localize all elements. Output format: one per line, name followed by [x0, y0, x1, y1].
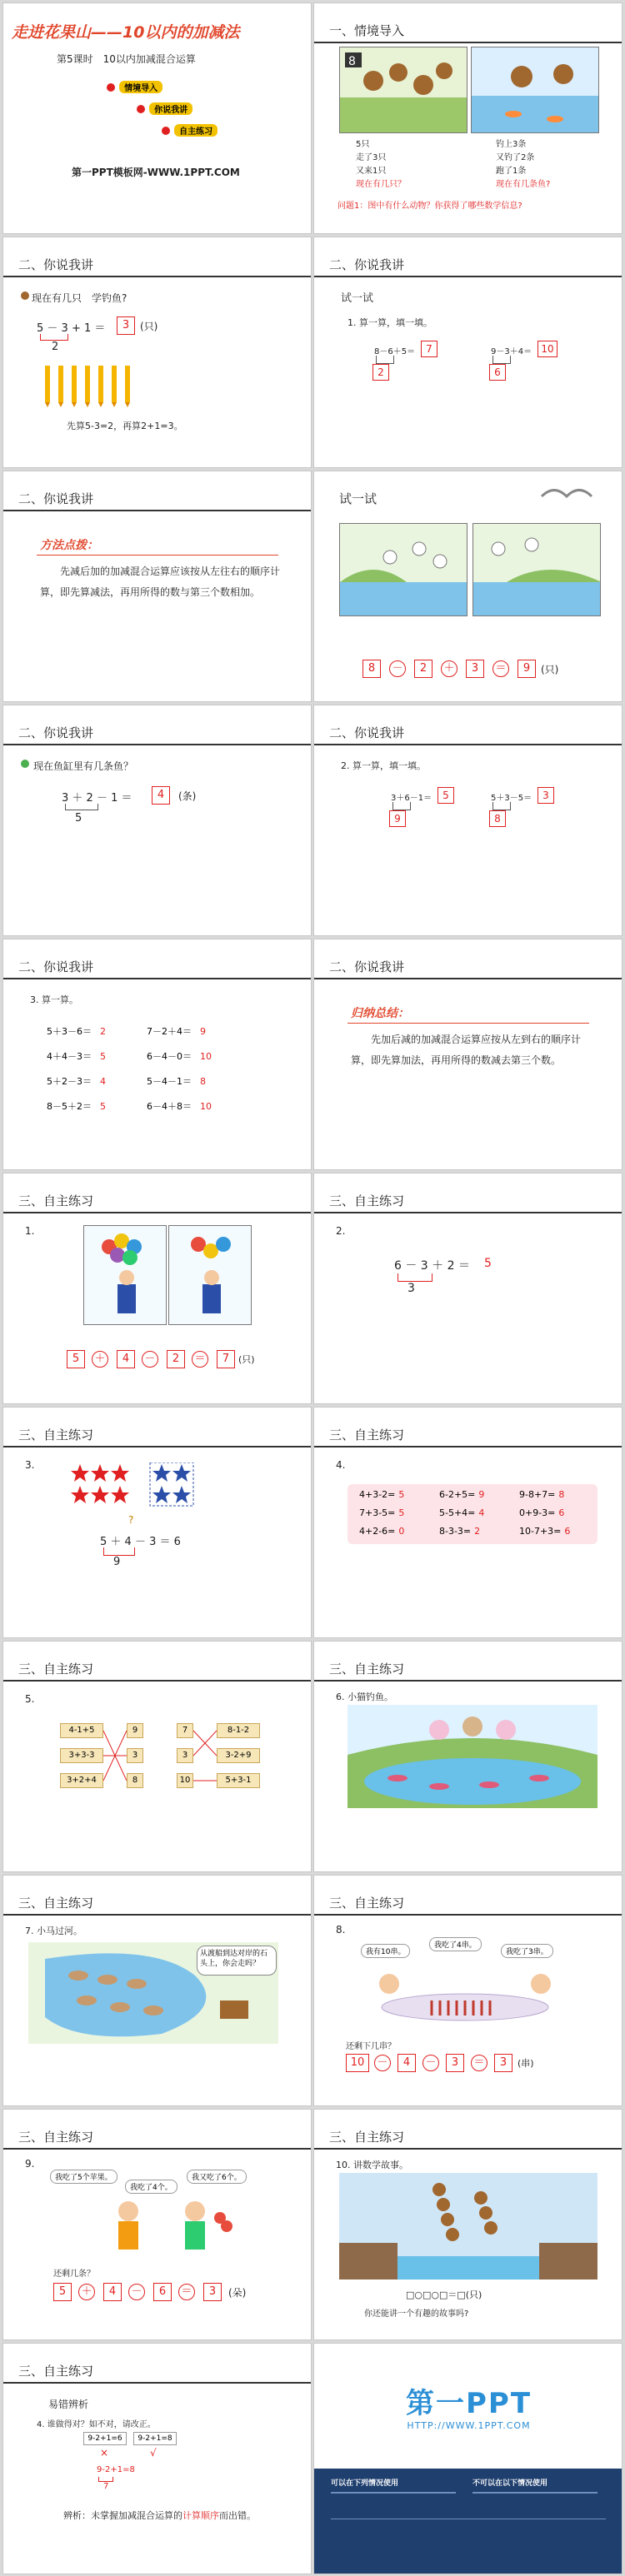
equation: 5 ＋ 4 － 3 ＝ 6 — [100, 1536, 181, 1548]
exercise-number: 3. — [25, 1459, 35, 1471]
number-box[interactable]: 2 — [167, 1350, 185, 1368]
info-line: 跑了1条 — [496, 167, 527, 176]
left-expression[interactable]: 4-1+5 — [60, 1723, 103, 1738]
kebab-table-icon — [352, 1959, 578, 2035]
exercise-number: 9. — [25, 2158, 35, 2170]
story-question: 你还能讲一个有趣的故事吗? — [364, 2309, 469, 2319]
slide-try-1[interactable] — [313, 237, 622, 468]
fishing-picture — [471, 47, 599, 133]
section-divider — [314, 276, 622, 277]
geese-scene-icon — [473, 524, 601, 616]
info-line: 走了3只 — [356, 153, 387, 162]
step-result: 3 — [408, 1282, 415, 1295]
monkey-icon — [20, 291, 30, 301]
geese-picture-2 — [472, 523, 601, 616]
operator-circle: ＝ — [192, 1351, 208, 1368]
number-box[interactable]: 6 — [153, 2283, 172, 2301]
compute-item: 4+2-6= 0 — [359, 1526, 405, 1537]
right-expression[interactable]: 8-1-2 — [217, 1723, 260, 1738]
student-answer-1: 9-2+1=6 — [83, 2432, 127, 2445]
slide-practice-1[interactable] — [2, 1173, 312, 1404]
match-lines — [193, 1723, 217, 1790]
step-bracket — [492, 356, 511, 364]
compute-item: 7+3-5= 5 — [359, 1507, 405, 1518]
section-title: 二、你说我讲 — [329, 725, 405, 740]
section-divider — [314, 42, 622, 43]
compute-item: 8－5＋2＝ 5 — [47, 1101, 106, 1112]
geese-scene-icon — [340, 524, 468, 616]
answer-box[interactable]: 5 — [438, 787, 454, 804]
question-text: 2. 算一算，填一填。 — [341, 760, 426, 771]
number-box[interactable]: 3 — [494, 2054, 512, 2072]
section-divider — [314, 1914, 622, 1916]
section-divider — [314, 1212, 622, 1213]
tip-underline — [37, 555, 278, 556]
section-title: 三、自主练习 — [329, 1896, 405, 1911]
correction: 9-2+1=8 — [97, 2465, 135, 2474]
answer-box[interactable]: 4 — [152, 786, 170, 805]
cover-title: 走进花果山——10以内的加减法 — [12, 23, 240, 42]
compute-item: 4+3-2= 5 — [359, 1489, 405, 1500]
question-text: 10. 讲数学故事。 — [336, 2160, 408, 2170]
question-text: 问题1：图中有什么动物？你获得了哪些数学信息? — [338, 202, 522, 211]
slide-practice-3[interactable] — [2, 1407, 312, 1638]
compute-item: 5＋3－6＝ 2 — [47, 1026, 106, 1037]
operator-circle: ＝ — [492, 660, 509, 677]
answer-box[interactable]: 3 — [117, 316, 135, 335]
number-box[interactable]: 8 — [362, 660, 381, 678]
equation: 5＋3－5＝ — [491, 794, 532, 803]
section-title: 三、自主练习 — [329, 1662, 405, 1677]
section-title: 三、自主练习 — [18, 1193, 94, 1208]
fish-icon — [20, 759, 30, 769]
section-title: 二、你说我讲 — [18, 257, 94, 272]
cover-menu-item-2[interactable] — [137, 100, 192, 116]
section-title: 三、自主练习 — [18, 1428, 94, 1442]
compute-item: 6－4－0＝ 10 — [147, 1051, 212, 1062]
slide-try-2[interactable] — [313, 471, 622, 702]
cover-menu-label: 自主练习 — [174, 124, 218, 137]
slide-practice-7[interactable] — [2, 1875, 312, 2106]
tip-text: 先减后加的加减混合运算应该按从左往右的顺序计算，即先算减法，再用所得的数与第三个数相加。 — [40, 566, 281, 598]
compute-item: 6－4＋8＝ 10 — [147, 1101, 212, 1112]
step-result: 9 — [113, 1556, 121, 1568]
section-title: 二、你说我讲 — [329, 959, 405, 974]
number-box[interactable]: 4 — [117, 1350, 135, 1368]
unit-label: (只) — [238, 1354, 255, 1365]
answer-panel — [348, 1484, 598, 1544]
step-bracket — [376, 356, 394, 364]
operator-circle: ＋ — [92, 1351, 108, 1368]
section-divider — [314, 1680, 622, 1682]
section-divider — [3, 1446, 312, 1447]
section-divider — [3, 978, 312, 979]
cover-menu-item-1[interactable] — [107, 78, 162, 94]
slide-explain-2[interactable] — [2, 705, 312, 936]
operator-circle: ＝ — [178, 2284, 195, 2300]
question-text: 3. 算一算。 — [30, 994, 78, 1005]
bullet-icon — [107, 83, 115, 92]
wrong-mark: × — [100, 2447, 109, 2459]
tip-text: 先加后减的加减混合运算应按从左到右的顺序计算，即先算加法，再用所得的数减去第三个数。 — [351, 1034, 582, 1066]
section-title: 一、情境导入 — [329, 23, 405, 38]
operator-circle: － — [142, 1351, 158, 1368]
section-divider — [314, 1446, 622, 1447]
section-divider — [3, 1212, 312, 1213]
answer-box[interactable]: 7 — [421, 341, 438, 357]
balloon-boy-icon — [84, 1226, 167, 1325]
right-expression[interactable]: 5+3-1 — [217, 1773, 260, 1788]
compute-item: 8-3-3= 2 — [439, 1526, 481, 1537]
star-group-icon — [70, 1462, 203, 1512]
cover-footer: 第一PPT模板网-WWW.1PPT.COM — [72, 167, 240, 178]
info-line: 现在有几只？ — [356, 180, 406, 189]
number-box[interactable]: 7 — [217, 1350, 235, 1368]
left-number[interactable]: 9 — [127, 1723, 143, 1738]
question-text: 还剩下几串？ — [346, 2042, 396, 2051]
step-box[interactable]: 6 — [489, 364, 506, 381]
pencil-icon — [42, 362, 150, 409]
question-text: 现在鱼缸里有几条鱼？ — [33, 760, 134, 772]
unit-label: (串) — [518, 2058, 534, 2069]
girl-flowers-icon — [87, 2193, 237, 2260]
step-box[interactable]: 2 — [372, 364, 389, 381]
section-divider — [3, 2382, 312, 2384]
slide-explain-1[interactable] — [2, 237, 312, 468]
step-bracket — [65, 804, 98, 810]
left-number[interactable]: 8 — [127, 1773, 143, 1788]
operator-circle: ＝ — [471, 2055, 488, 2071]
slide-error-analysis[interactable] — [2, 2343, 312, 2574]
exercise-number: 4. — [336, 1459, 346, 1471]
slide-practice-5[interactable] — [2, 1641, 312, 1872]
balloon-boy-icon — [169, 1226, 252, 1325]
info-line: 又钓了2条 — [496, 153, 535, 162]
compute-item: 5－4－1＝ 8 — [147, 1076, 206, 1087]
info-line: 5只 — [356, 140, 370, 149]
tip-title: 方法点拨： — [40, 539, 98, 552]
section-title: 三、自主练习 — [329, 1193, 405, 1208]
monkey-picture — [339, 47, 468, 133]
divider — [331, 2492, 456, 2494]
cover-menu-label: 情境导入 — [119, 81, 162, 93]
number-box[interactable]: 3 — [466, 660, 484, 678]
equation: 8－6＋5＝ — [374, 347, 416, 356]
slide-method-tip[interactable] — [2, 471, 312, 702]
section-title: 三、自主练习 — [18, 2130, 94, 2145]
question-mark: ? — [128, 1514, 134, 1526]
compute-item: 10-7+3= 6 — [519, 1526, 571, 1537]
step-result: 7 — [103, 2482, 109, 2491]
section-title: 二、你说我讲 — [18, 725, 94, 740]
right-expression[interactable]: 3-2+9 — [217, 1748, 260, 1763]
tip-title: 归纳总结： — [351, 1007, 409, 1020]
slide-practice-10[interactable] — [313, 2109, 622, 2340]
link-list — [331, 2519, 606, 2560]
info-line: 钓上3条 — [496, 140, 527, 149]
section-title: 三、自主练习 — [18, 1896, 94, 1911]
step-bracket — [40, 334, 68, 341]
speech-bubble: 我又吃了6个。 — [187, 2170, 247, 2184]
speech-bubble: 我吃了4串。 — [429, 1937, 482, 1951]
step-result: 2 — [52, 341, 59, 353]
unit-label: (只) — [140, 321, 158, 332]
left-expression[interactable]: 3+3-3 — [60, 1748, 103, 1763]
equation: 3＋6－1＝ — [391, 794, 432, 803]
fishing-scene-icon — [472, 47, 599, 133]
answer-box[interactable]: 10 — [538, 341, 558, 357]
left-number[interactable]: 3 — [127, 1748, 143, 1763]
analysis-text: 辨析：未掌握加减混合运算的计算顺序而出错。 — [63, 2510, 256, 2521]
blank-equation[interactable]: □○□○□＝□(只) — [406, 2290, 482, 2300]
speech-bubble: 从渡船到达对岸的石头上，你会走吗？ — [197, 1946, 277, 1976]
number-box[interactable]: 4 — [103, 2283, 122, 2301]
speech-bubble: 我吃了3串。 — [501, 1944, 553, 1958]
slide-practice-4[interactable] — [313, 1407, 622, 1638]
match-lines — [103, 1723, 127, 1790]
pencil-row — [42, 362, 150, 409]
brand-logo: 第一PPT — [405, 2387, 532, 2420]
divider — [472, 2492, 598, 2494]
step-bracket — [392, 802, 411, 810]
right-number[interactable]: 3 — [177, 1748, 193, 1763]
step-result: 5 — [75, 812, 82, 825]
info-line: 又来1只 — [356, 167, 387, 176]
speech-bubble: 我有10串。 — [361, 1944, 410, 1958]
operator-circle: － — [374, 2055, 391, 2071]
operator-circle: － — [389, 660, 406, 677]
fish-info — [496, 138, 550, 192]
operator-circle: ＋ — [441, 660, 458, 677]
slide-brand[interactable] — [313, 2343, 622, 2574]
compute-item: 7－2＋4＝ 9 — [147, 1026, 206, 1037]
equation: 6 － 3 ＋ 2 ＝ — [394, 1259, 470, 1273]
exercise-number: 8. — [336, 1924, 346, 1936]
slide-try-3[interactable] — [313, 705, 622, 936]
compute-item: 4＋4－3＝ 5 — [47, 1051, 106, 1062]
number-box[interactable]: 3 — [446, 2054, 464, 2072]
right-number[interactable]: 7 — [177, 1723, 193, 1738]
monkey-scene-icon — [340, 47, 468, 133]
compute-item: 0+9-3= 6 — [519, 1507, 565, 1518]
compute-item: 5＋2－3＝ 4 — [47, 1076, 106, 1087]
cat-fishing-icon — [348, 1705, 598, 1808]
speech-bubble: 我吃了4个。 — [125, 2180, 178, 2194]
matching-area — [60, 1723, 268, 1798]
section-divider — [314, 2148, 622, 2150]
bullet-icon — [162, 127, 170, 135]
section-divider — [314, 744, 622, 745]
svg-text:8: 8 — [348, 55, 356, 68]
operator-circle: － — [422, 2055, 439, 2071]
section-title: 三、自主练习 — [329, 2130, 405, 2145]
section-divider — [314, 978, 622, 979]
info-line: 现在有几条鱼? — [496, 180, 551, 189]
answer-text: 5 — [484, 1257, 492, 1270]
unit-label: (朵) — [228, 2287, 247, 2299]
sub-title: 试一试 — [341, 292, 374, 305]
exercise-number: 2. — [336, 1225, 346, 1237]
slide-practice-2[interactable] — [313, 1173, 622, 1404]
note-text: 先算5-3=2，再算2+1=3。 — [67, 421, 183, 431]
number-box[interactable]: 2 — [414, 660, 432, 678]
number-box[interactable]: 5 — [67, 1350, 85, 1368]
question-text: 还剩几条？ — [53, 2270, 95, 2279]
step-box[interactable]: 9 — [389, 810, 406, 827]
question-text: 6. 小猫钓鱼。 — [336, 1692, 393, 1702]
slide-cover[interactable] — [2, 2, 312, 234]
unit-label: (条) — [178, 790, 197, 802]
slide-scenario[interactable] — [313, 2, 622, 234]
question-text: 现在有几只 学钓鱼? — [32, 292, 128, 304]
slide-practice-6[interactable] — [313, 1641, 622, 1872]
section-title: 二、你说我讲 — [18, 491, 94, 506]
section-divider — [3, 1680, 312, 1682]
compute-item: 6-2+5= 9 — [439, 1489, 485, 1500]
equation: 5 － 3 + 1 ＝ — [37, 322, 106, 335]
operator-circle: － — [128, 2284, 145, 2300]
balloon-picture-2 — [168, 1225, 252, 1325]
operator-circle: ＋ — [78, 2284, 95, 2300]
usage-title: 可以在下列情况使用 — [331, 2479, 399, 2488]
compute-item: 9-8+7= 8 — [519, 1489, 565, 1500]
compute-item: 5-5+4= 4 — [439, 1507, 485, 1518]
brand-url[interactable]: HTTP://WWW.1PPT.COM — [407, 2420, 531, 2431]
bullet-icon — [137, 105, 145, 113]
speech-bubble: 我吃了5个苹果。 — [50, 2170, 118, 2184]
left-expression[interactable]: 3+2+4 — [60, 1773, 103, 1788]
number-box[interactable]: 3 — [203, 2283, 222, 2301]
slide-compute[interactable] — [2, 939, 312, 1170]
question-text: 1. 算一算，填一填。 — [348, 317, 432, 328]
number-box[interactable]: 4 — [398, 2054, 416, 2072]
section-title: 三、自主练习 — [18, 1662, 94, 1677]
number-box[interactable]: 10 — [346, 2054, 369, 2072]
answer-box[interactable]: 3 — [538, 787, 554, 804]
section-title: 二、你说我讲 — [18, 959, 94, 974]
student-answer-2: 9-2+1=8 — [133, 2432, 177, 2445]
right-mark: √ — [150, 2447, 157, 2459]
monkey-info — [356, 138, 406, 192]
step-bracket — [103, 1547, 135, 1556]
cat-fishing-picture — [348, 1705, 598, 1808]
tip-underline — [348, 1023, 589, 1024]
balloon-picture-1 — [83, 1225, 167, 1325]
number-box[interactable]: 9 — [518, 660, 536, 678]
step-bracket — [398, 1273, 432, 1282]
bird-icon — [538, 480, 604, 513]
geese-picture-1 — [339, 523, 468, 616]
question-text: 7. 小马过河。 — [25, 1926, 82, 1936]
exercise-number: 1. — [25, 1225, 35, 1237]
section-divider — [3, 2148, 312, 2150]
restriction-title: 不可以在以下情况使用 — [472, 2479, 548, 2488]
cover-menu-label: 你说我讲 — [149, 102, 192, 115]
brand-footer — [314, 2469, 622, 2574]
monkey-chain-picture — [339, 2173, 598, 2280]
section-divider — [3, 744, 312, 745]
right-number[interactable]: 10 — [177, 1773, 193, 1788]
cover-menu-item-3[interactable] — [162, 122, 218, 137]
unit-label: (只) — [541, 664, 559, 675]
slide-practice-8[interactable] — [313, 1875, 622, 2106]
equation: 9－3＋4＝ — [491, 347, 532, 356]
section-divider — [3, 276, 312, 277]
sub-title: 易错辨析 — [48, 2399, 89, 2410]
slide-practice-9[interactable] — [2, 2109, 312, 2340]
section-divider — [3, 510, 312, 511]
section-title: 三、自主练习 — [18, 2364, 94, 2379]
section-title: 试一试 — [339, 491, 378, 506]
section-title: 三、自主练习 — [329, 1428, 405, 1442]
number-box[interactable]: 5 — [53, 2283, 72, 2301]
step-bracket — [492, 802, 511, 810]
section-title: 二、你说我讲 — [329, 257, 405, 272]
exercise-number: 5. — [25, 1693, 35, 1705]
equation: 3 ＋ 2 － 1 ＝ — [62, 792, 132, 805]
cover-subtitle: 第5课时 10以内加减混合运算 — [57, 53, 196, 65]
step-box[interactable]: 8 — [489, 810, 506, 827]
question-text: 4. 谁做得对？如不对，请改正。 — [37, 2420, 156, 2429]
section-divider — [3, 1914, 312, 1916]
slide-summary[interactable] — [313, 939, 622, 1170]
monkey-chain-icon — [339, 2173, 598, 2280]
